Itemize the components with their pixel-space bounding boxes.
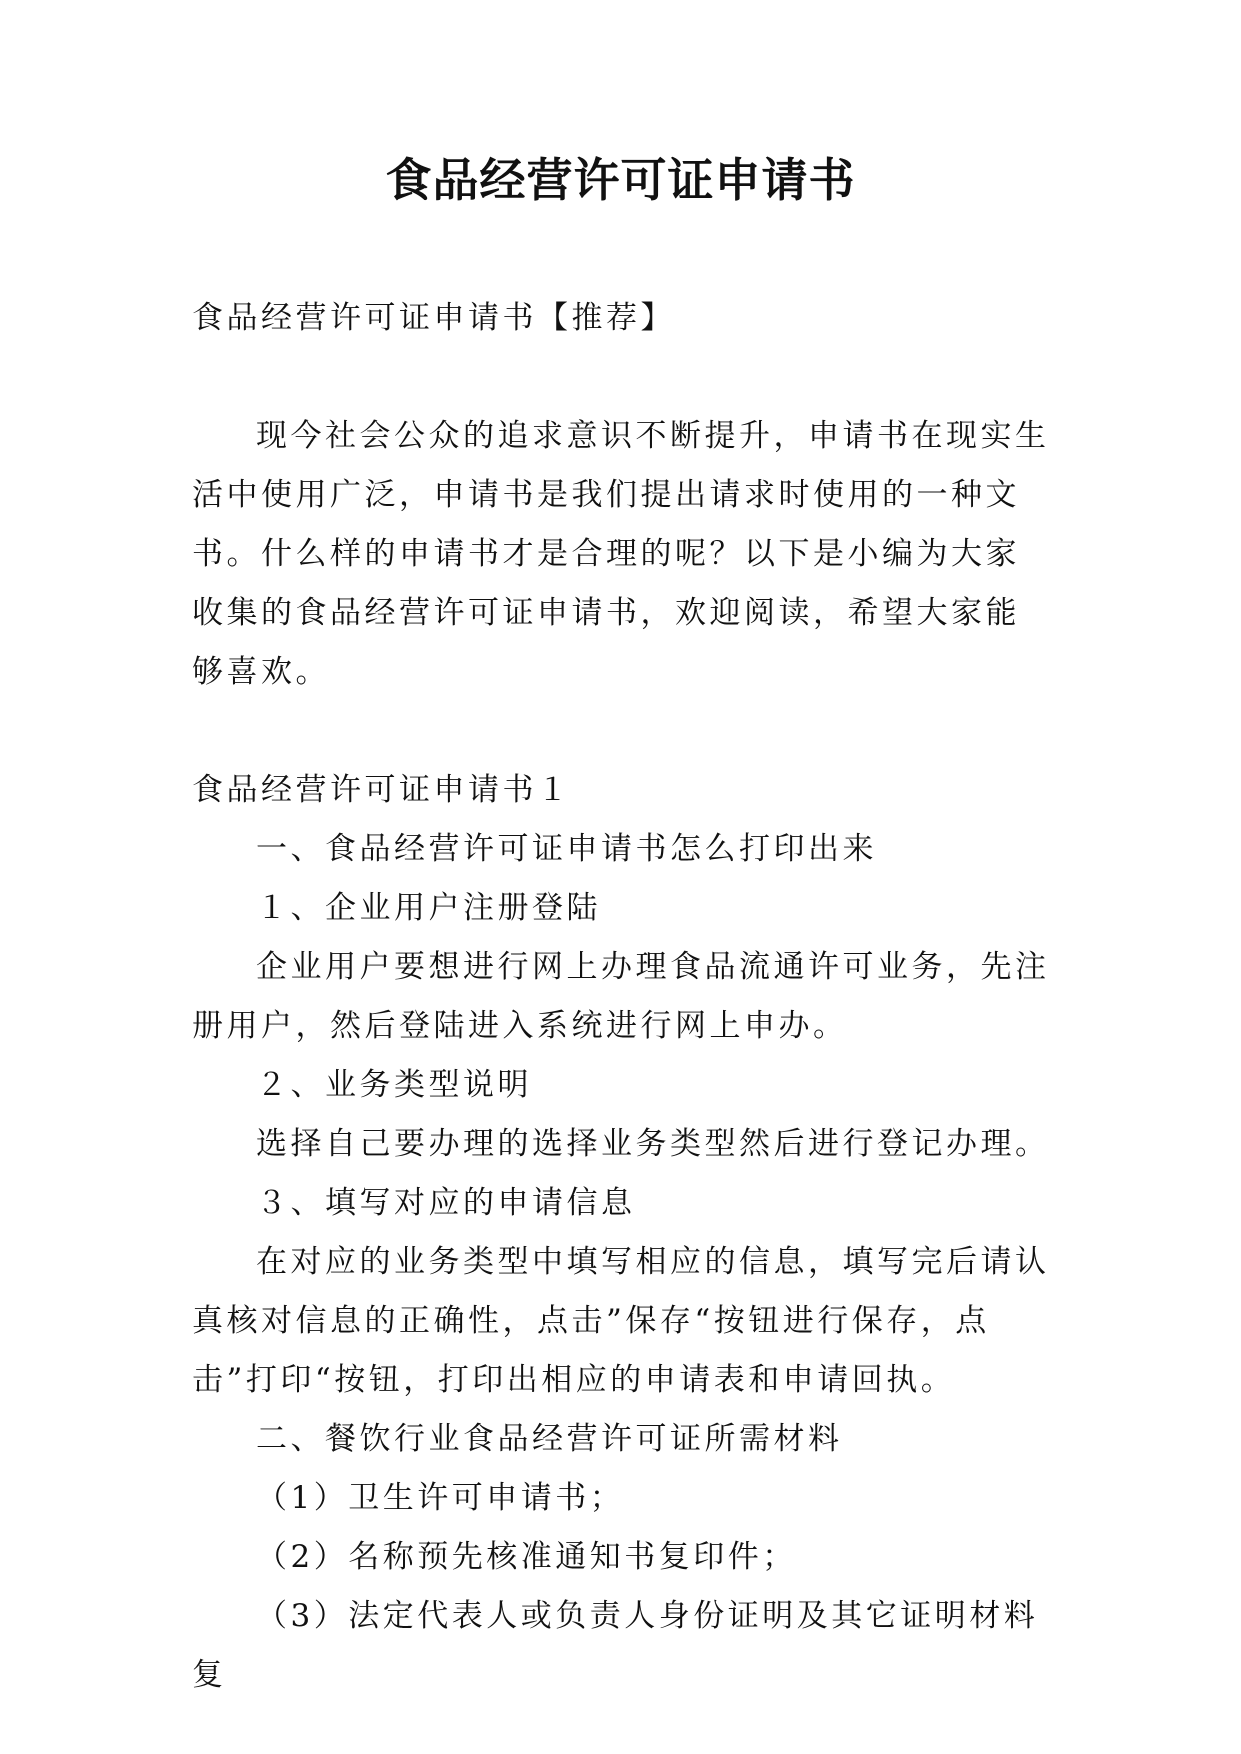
document-title: 食品经营许可证申请书	[385, 153, 856, 207]
paragraph: 一、食品经营许可证申请书怎么打印出来	[256, 831, 877, 867]
paragraph: ３、填写对应的申请信息	[256, 1185, 636, 1221]
paragraph: ２、业务类型说明	[256, 1067, 532, 1103]
paragraph: １、企业用户注册登陆	[256, 890, 601, 926]
paragraph: 二、餐饮行业食品经营许可证所需材料	[256, 1421, 843, 1457]
intro-paragraph: 现今社会公众的追求意识不断提升，申请书在现实生活中使用广泛，申请书是我们提出请求时使用的一种文书。什么样的申请书才是合理的呢？以下是小编为大家收集的食品经营许可证申请书，欢迎阅读，希望大家能够喜欢。	[192, 418, 1050, 690]
paragraph: 企业用户要想进行网上办理食品流通许可业务，先注册用户，然后登陆进入系统进行网上申办。	[192, 949, 1050, 1044]
subtitle-paragraph: 食品经营许可证申请书【推荐】	[192, 300, 675, 336]
paragraph: 选择自己要办理的选择业务类型然后进行登记办理。	[256, 1126, 1050, 1162]
paragraph: （3）法定代表人或负责人身份证明及其它证明材料复	[192, 1598, 1039, 1693]
paragraph: （2）名称预先核准通知书复印件；	[256, 1539, 797, 1575]
document-body	[192, 289, 1052, 1705]
paragraph: 在对应的业务类型中填写相应的信息，填写完后请认真核对信息的正确性，点击”保存“按钮进行保存，点击”打印“按钮，打印出相应的申请表和申请回执。	[192, 1244, 1050, 1398]
paragraph: （1）卫生许可申请书；	[256, 1480, 625, 1516]
section-heading: 食品经营许可证申请书１	[192, 772, 572, 808]
